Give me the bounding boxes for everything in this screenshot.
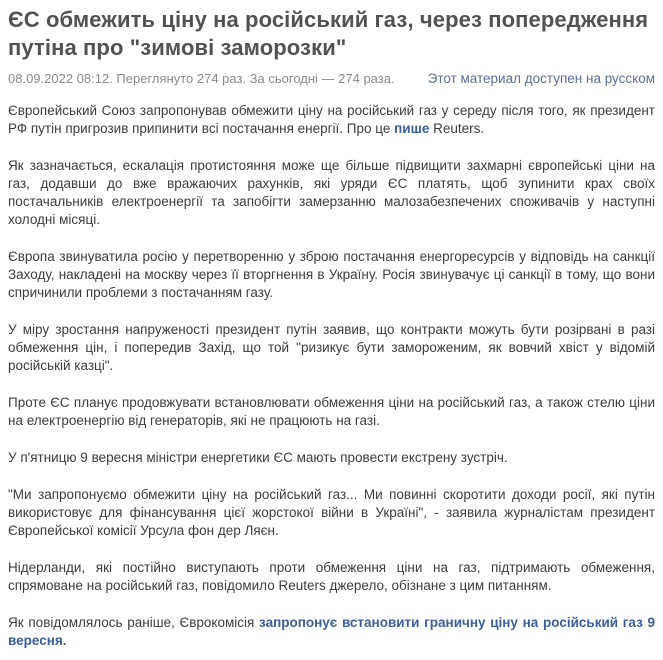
- article-paragraph: Як зазначається, ескалація протистояння може ще більше підвищити захмарні європейські ціни на газ, додавши до вже вражаючих рахунків, які уряди ЄС платять, щоб зупинити крах своїх постачальників електроенергії та запобігти замерзанню малозабезпечених споживачів у наступні холодні місяці.: [8, 158, 655, 227]
- paragraph-text: Як повідомлялось раніше, Єврокомісія: [8, 615, 260, 630]
- article-paragraph: [8, 102, 655, 138]
- price-cap-announcement-link[interactable]: запропонує встановити граничну ціну на російський газ 9 вересня.: [8, 615, 656, 648]
- article-body: [8, 102, 655, 650]
- article-paragraph: Нідерланди, які постійно виступають проти обмеження ціни на газ, підтримають обмеження, спрямоване на російський газ, повідомило Reuters джерело, обізнане з цим питанням.: [8, 560, 655, 593]
- meta-row: [8, 71, 655, 86]
- paragraph-text: Reuters.: [429, 121, 485, 136]
- russian-version-link[interactable]: Этот материал доступен на русском: [427, 71, 655, 86]
- reuters-writes-link[interactable]: пише: [394, 121, 430, 136]
- article-paragraph: У міру зростання напруженості президент путін заявив, що контракти можуть бути розірвані в разі обмеження цін, і попередив Захід, що той "ризикує бути замороженим, як вовчий хвіст у відомій російській казці".: [8, 322, 655, 373]
- article-paragraph: У п'ятницю 9 вересня міністри енергетики ЄС мають провести екстрену зустріч.: [8, 450, 508, 465]
- article-paragraph: "Ми запропонуємо обмежити ціну на російський газ... Ми повинні скоротити доходи росії, які путін використовує для фінансування цієї жорстокої війни в Україні", - заявила журналістам президент Європейської комісії Урсула фон дер Ляєн.: [8, 487, 655, 538]
- article-paragraph: [8, 614, 655, 650]
- paragraph-text: Європейський Союз запропонував обмежити ціну на російський газ у середу після того, як президент РФ путін пригрозив припинити всі постачання енергії. Про це: [8, 103, 655, 136]
- article-paragraph: Європа звинуватила росію у перетворенню у зброю постачання енергоресурсів у відповідь на санкції Заходу, накладені на москву через її вторгнення в Україну. Росія звинувачує ці санкції в тому, що вони спричинили проблеми з постачанням газу.: [8, 249, 655, 300]
- article-title: ЄС обмежить ціну на російський газ, через попередження путіна про "зимові заморозки": [8, 7, 649, 60]
- article-paragraph: Проте ЄС планує продовжувати встановлювати обмеження ціни на російський газ, а також стелю ціни на електроенергію від генераторів, які не працюють на газі.: [8, 395, 655, 428]
- article-meta-views: 08.09.2022 08:12. Переглянуто 274 раз. За сьогодні — 274 раза.: [8, 71, 395, 86]
